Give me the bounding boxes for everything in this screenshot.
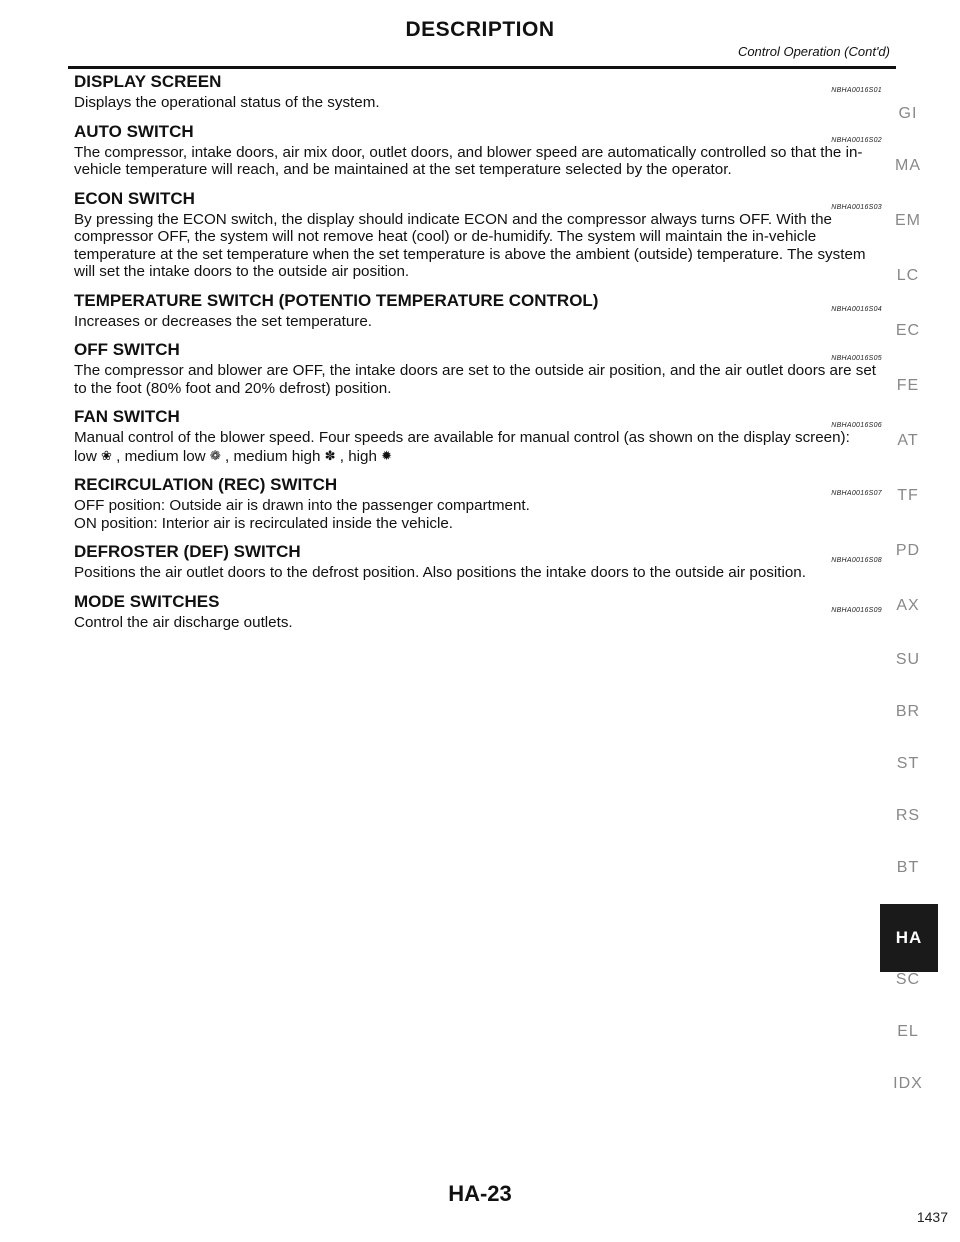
tab-ec[interactable]: EC	[895, 322, 921, 339]
fan-speed-medium-high-label: , medium high	[225, 447, 321, 465]
tab-ma[interactable]: MA	[895, 157, 921, 174]
section-body: Manual control of the blower speed. Four speeds are available for manual control (as shown on the display screen):	[74, 429, 850, 446]
page-number: 1437	[916, 1209, 948, 1225]
tab-el[interactable]: EL	[897, 1023, 919, 1040]
section-code: NBHA0016S01	[831, 87, 882, 94]
section-code: NBHA0016S05	[831, 355, 882, 362]
fan-speed-high-label: , high	[339, 447, 377, 465]
section-code: NBHA0016S03	[831, 203, 882, 211]
tab-ax[interactable]: AX	[896, 597, 920, 614]
section-title: OFF SWITCH	[74, 340, 180, 359]
tab-tf[interactable]: TF	[897, 487, 919, 504]
page-subtitle: Control Operation (Cont'd)	[737, 44, 890, 59]
section-econ-switch	[74, 188, 882, 281]
section-recirculation-switch	[74, 474, 882, 532]
section-body: Displays the operational status of the system.	[74, 94, 380, 111]
section-code: NBHA0016S02	[831, 136, 882, 144]
tab-sc[interactable]: SC	[895, 971, 921, 988]
tab-su[interactable]: SU	[895, 651, 921, 668]
section-code: NBHA0016S09	[831, 606, 882, 614]
section-temperature-switch	[74, 290, 882, 331]
section-body-line: ON position: Interior air is recirculated inside the vehicle.	[74, 514, 454, 532]
section-body: By pressing the ECON switch, the display should indicate ECON and the compressor always turns OFF. With the compressor OFF, the system will not remove heat (cool) or de-humidify. The system will maintain the in-vehicle temperature at the set temperature when the set temperature is above the ambient (outside) temperature. The system will set the intake doors to the outside air position.	[74, 210, 866, 280]
section-title: MODE SWITCHES	[74, 591, 220, 611]
section-body: Increases or decreases the set temperature.	[74, 312, 372, 330]
fan-speed-list	[74, 447, 882, 466]
tab-rs[interactable]: RS	[895, 807, 921, 824]
tab-gi[interactable]: GI	[898, 105, 918, 122]
section-off-switch	[74, 339, 882, 397]
tab-idx[interactable]: IDX	[893, 1075, 923, 1092]
section-title: AUTO SWITCH	[74, 121, 194, 141]
section-title: DISPLAY SCREEN	[74, 72, 222, 91]
tab-br[interactable]: BR	[895, 703, 921, 720]
fan-medium-high-icon: ✽	[324, 447, 336, 463]
tab-ha[interactable]: HA	[880, 904, 938, 972]
section-title: RECIRCULATION (REC) SWITCH	[74, 475, 338, 494]
section-defroster-switch	[74, 541, 882, 582]
fan-speed-low-label: low	[74, 447, 97, 465]
section-body: The compressor and blower are OFF, the intake doors are set to the outside air position, and the air outlet doors are set to the foot (80% foot and 20% defrost) position.	[74, 362, 876, 397]
section-fan-switch	[74, 406, 882, 465]
header-rule	[68, 66, 896, 69]
fan-medium-low-icon: ❁	[209, 447, 221, 463]
section-title: ECON SWITCH	[74, 188, 195, 208]
section-code: NBHA0016S07	[831, 490, 882, 497]
tab-fe[interactable]: FE	[896, 377, 920, 394]
section-title: TEMPERATURE SWITCH (POTENTIO TEMPERATURE CONTROL)	[74, 290, 599, 310]
section-body: Control the air discharge outlets.	[74, 613, 293, 631]
section-code: NBHA0016S06	[831, 422, 882, 429]
fan-high-icon: ✹	[381, 447, 393, 463]
section-body-line: OFF position: Outside air is drawn into the passenger compartment.	[74, 497, 530, 514]
tab-at[interactable]: AT	[897, 432, 919, 449]
page-label: HA-23	[448, 1181, 512, 1206]
page-title: DESCRIPTION	[405, 18, 555, 41]
section-code: NBHA0016S08	[831, 557, 882, 564]
tab-pd[interactable]: PD	[895, 542, 921, 559]
tab-em[interactable]: EM	[895, 212, 921, 229]
tab-st[interactable]: ST	[896, 755, 920, 772]
fan-low-icon: ❀	[101, 447, 112, 463]
section-title: DEFROSTER (DEF) SWITCH	[74, 542, 301, 561]
tab-lc[interactable]: LC	[896, 267, 920, 284]
content	[74, 71, 882, 640]
tab-bt[interactable]: BT	[896, 859, 920, 876]
fan-speed-medium-low-label: , medium low	[116, 447, 206, 465]
section-title: FAN SWITCH	[74, 407, 180, 426]
section-auto-switch	[74, 121, 882, 179]
section-body: Positions the air outlet doors to the defrost position. Also positions the intake doors to the outside air position.	[74, 564, 806, 581]
section-code: NBHA0016S04	[831, 305, 882, 313]
section-body: The compressor, intake doors, air mix door, outlet doors, and blower speed are automatically controlled so that the in-vehicle temperature will reach, and be maintained at the set temperature selected by the operator.	[74, 143, 863, 178]
section-display-screen	[74, 71, 882, 112]
section-mode-switches	[74, 591, 882, 632]
